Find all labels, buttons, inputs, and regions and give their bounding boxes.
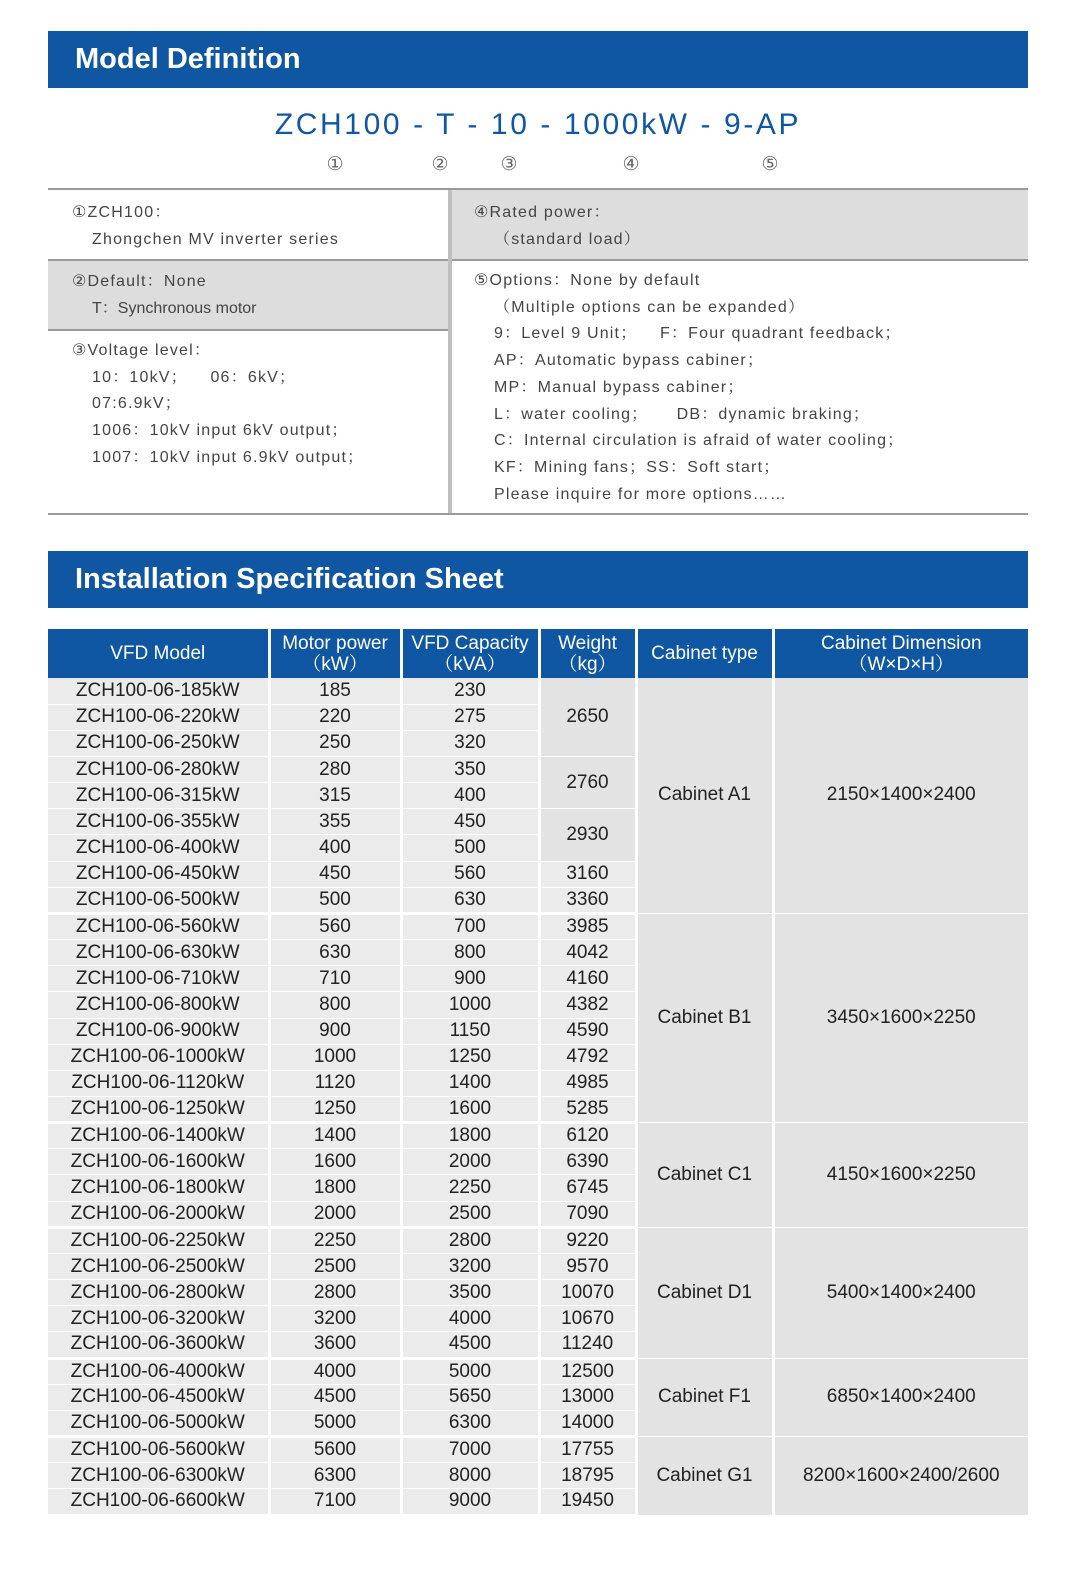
cell-cabinet-type: Cabinet B1 [636, 913, 773, 1122]
cell-weight: 4590 [539, 1018, 636, 1044]
cell-cabinet-type: Cabinet D1 [636, 1227, 773, 1358]
cell-vfd-capacity: 1150 [401, 1018, 539, 1044]
cell-weight: 4382 [539, 992, 636, 1018]
cell-model: ZCH100-06-220kW [48, 704, 269, 730]
cell-model: ZCH100-06-450kW [48, 861, 269, 887]
cell-vfd-capacity: 630 [401, 887, 539, 913]
cell-motor-power: 4500 [269, 1384, 401, 1410]
cell-weight: 9220 [539, 1227, 636, 1253]
cell-motor-power: 1600 [269, 1149, 401, 1175]
cell-motor-power: 2000 [269, 1201, 401, 1227]
cell-model: ZCH100-06-630kW [48, 940, 269, 966]
cell-vfd-capacity: 3200 [401, 1253, 539, 1279]
cell-cabinet-type: Cabinet F1 [636, 1358, 773, 1436]
cell-model: ZCH100-06-355kW [48, 809, 269, 835]
def-item-default: ②Default：None T：Synchronous motor [48, 261, 448, 329]
cell-vfd-capacity: 3500 [401, 1280, 539, 1306]
cell-motor-power: 400 [269, 835, 401, 861]
marker-3: ③ [500, 154, 518, 175]
def-item-options: ⑤Options：None by default （Multiple options can be expanded） 9：Level 9 Unit； F：Four quadrant feedback； AP：Automatic bypass cabiner； MP：Manual bypass cabiner； L：water cooling； DB：dynamic braking； C：Internal circulation is afraid of water cooling； KF：Mining fans；SS：Soft start； Please inquire for more options…… [474, 272, 905, 503]
cell-weight: 11240 [539, 1332, 636, 1358]
cell-weight: 2760 [539, 756, 636, 808]
header-cabinet-dimension: Cabinet Dimension （W×D×H） [773, 629, 1028, 678]
header-vfd-capacity: VFD Capacity （kVA） [401, 629, 539, 678]
cell-motor-power: 315 [269, 783, 401, 809]
cell-weight: 6390 [539, 1149, 636, 1175]
def-item-series: ①ZCH100： Zhongchen MV inverter series [72, 204, 340, 248]
cell-motor-power: 5600 [269, 1437, 401, 1463]
table-row [48, 678, 1028, 704]
cell-model: ZCH100-06-1250kW [48, 1097, 269, 1123]
cell-motor-power: 1250 [269, 1097, 401, 1123]
cell-model: ZCH100-06-710kW [48, 966, 269, 992]
cell-weight: 17755 [539, 1437, 636, 1463]
cell-motor-power: 2250 [269, 1227, 401, 1253]
cell-motor-power: 5000 [269, 1410, 401, 1436]
section-title: Model Definition [75, 43, 301, 75]
cell-weight: 6120 [539, 1123, 636, 1149]
cell-vfd-capacity: 5650 [401, 1384, 539, 1410]
table-row [48, 1358, 1028, 1384]
model-formula: ZCH100 - T - 10 - 1000kW - 9-AP [274, 108, 802, 141]
cell-motor-power: 630 [269, 940, 401, 966]
cell-motor-power: 560 [269, 913, 401, 939]
cell-model: ZCH100-06-3200kW [48, 1306, 269, 1332]
cell-model: ZCH100-06-3600kW [48, 1332, 269, 1358]
cell-vfd-capacity: 2500 [401, 1201, 539, 1227]
cell-vfd-capacity: 320 [401, 730, 539, 756]
cell-cabinet-dimension: 4150×1600×2250 [773, 1123, 1028, 1228]
cell-weight: 4160 [539, 966, 636, 992]
cell-model: ZCH100-06-1800kW [48, 1175, 269, 1201]
cell-vfd-capacity: 2000 [401, 1149, 539, 1175]
cell-weight: 5285 [539, 1097, 636, 1123]
table-header-row [48, 629, 1028, 678]
cell-cabinet-dimension: 8200×1600×2400/2600 [773, 1437, 1028, 1515]
cell-vfd-capacity: 1250 [401, 1044, 539, 1070]
cell-vfd-capacity: 560 [401, 861, 539, 887]
cell-weight: 10070 [539, 1280, 636, 1306]
marker-2: ② [431, 154, 449, 175]
cell-motor-power: 2800 [269, 1280, 401, 1306]
model-definition-banner [48, 31, 1028, 88]
cell-cabinet-dimension: 5400×1400×2400 [773, 1227, 1028, 1358]
cell-weight: 6745 [539, 1175, 636, 1201]
cell-motor-power: 250 [269, 730, 401, 756]
cell-vfd-capacity: 275 [401, 704, 539, 730]
cell-model: ZCH100-06-2000kW [48, 1201, 269, 1227]
cell-weight: 2930 [539, 809, 636, 861]
cell-model: ZCH100-06-250kW [48, 730, 269, 756]
cell-motor-power: 280 [269, 756, 401, 782]
cell-motor-power: 4000 [269, 1358, 401, 1384]
cell-vfd-capacity: 6300 [401, 1410, 539, 1436]
cell-vfd-capacity: 4000 [401, 1306, 539, 1332]
header-motor-power: Motor power （kW） [269, 629, 401, 678]
header-cabinet-type: Cabinet type [636, 629, 773, 678]
cell-motor-power: 900 [269, 1018, 401, 1044]
divider [452, 259, 1028, 261]
spec-table [48, 629, 1028, 1517]
cell-model: ZCH100-06-280kW [48, 756, 269, 782]
cell-cabinet-type: Cabinet G1 [636, 1437, 773, 1515]
cell-vfd-capacity: 2800 [401, 1227, 539, 1253]
cell-motor-power: 450 [269, 861, 401, 887]
cell-motor-power: 185 [269, 678, 401, 704]
cell-cabinet-dimension: 3450×1600×2250 [773, 913, 1028, 1122]
cell-model: ZCH100-06-5600kW [48, 1437, 269, 1463]
cell-model: ZCH100-06-500kW [48, 887, 269, 913]
def-item-rated-power: ④Rated power： （standard load） [452, 190, 1028, 259]
cell-vfd-capacity: 7000 [401, 1437, 539, 1463]
marker-1: ① [326, 154, 344, 175]
cell-motor-power: 3200 [269, 1306, 401, 1332]
cell-model: ZCH100-06-900kW [48, 1018, 269, 1044]
cell-motor-power: 500 [269, 887, 401, 913]
def-item-voltage: ③Voltage level： 10：10kV； 06：6kV； 07:6.9kV； 1006：10kV input 6kV output； 1007：10kV input 6.9kV output； [72, 342, 365, 466]
cell-model: ZCH100-06-560kW [48, 913, 269, 939]
cell-vfd-capacity: 1600 [401, 1097, 539, 1123]
cell-model: ZCH100-06-400kW [48, 835, 269, 861]
cell-model: ZCH100-06-1400kW [48, 1123, 269, 1149]
cell-vfd-capacity: 8000 [401, 1463, 539, 1489]
cell-model: ZCH100-06-315kW [48, 783, 269, 809]
cell-weight: 4985 [539, 1070, 636, 1096]
marker-4: ④ [622, 154, 640, 175]
cell-model: ZCH100-06-5000kW [48, 1410, 269, 1436]
cell-model: ZCH100-06-2500kW [48, 1253, 269, 1279]
cell-vfd-capacity: 700 [401, 913, 539, 939]
cell-vfd-capacity: 230 [401, 678, 539, 704]
cell-model: ZCH100-06-185kW [48, 678, 269, 704]
table-row [48, 913, 1028, 939]
cell-motor-power: 1120 [269, 1070, 401, 1096]
header-weight: Weight （kg） [539, 629, 636, 678]
cell-weight: 7090 [539, 1201, 636, 1227]
cell-model: ZCH100-06-4500kW [48, 1384, 269, 1410]
cell-weight: 3360 [539, 887, 636, 913]
table-row [48, 1123, 1028, 1149]
cell-vfd-capacity: 2250 [401, 1175, 539, 1201]
cell-motor-power: 800 [269, 992, 401, 1018]
cell-motor-power: 710 [269, 966, 401, 992]
cell-model: ZCH100-06-6300kW [48, 1463, 269, 1489]
cell-weight: 10670 [539, 1306, 636, 1332]
section-title: Installation Specification Sheet [75, 563, 504, 595]
cell-weight: 4042 [539, 940, 636, 966]
cell-motor-power: 2500 [269, 1253, 401, 1279]
table-row [48, 1227, 1028, 1253]
cell-motor-power: 1000 [269, 1044, 401, 1070]
cell-vfd-capacity: 4500 [401, 1332, 539, 1358]
cell-cabinet-type: Cabinet A1 [636, 678, 773, 913]
cell-vfd-capacity: 9000 [401, 1489, 539, 1515]
cell-model: ZCH100-06-6600kW [48, 1489, 269, 1515]
cell-model: ZCH100-06-1120kW [48, 1070, 269, 1096]
cell-vfd-capacity: 400 [401, 783, 539, 809]
cell-model: ZCH100-06-2800kW [48, 1280, 269, 1306]
cell-weight: 14000 [539, 1410, 636, 1436]
cell-model: ZCH100-06-800kW [48, 992, 269, 1018]
cell-weight: 4792 [539, 1044, 636, 1070]
cell-weight: 12500 [539, 1358, 636, 1384]
cell-weight: 13000 [539, 1384, 636, 1410]
cell-cabinet-dimension: 6850×1400×2400 [773, 1358, 1028, 1436]
cell-vfd-capacity: 350 [401, 756, 539, 782]
divider [48, 329, 448, 331]
cell-motor-power: 1400 [269, 1123, 401, 1149]
cell-weight: 3985 [539, 913, 636, 939]
cell-motor-power: 6300 [269, 1463, 401, 1489]
cell-motor-power: 7100 [269, 1489, 401, 1515]
cell-model: ZCH100-06-4000kW [48, 1358, 269, 1384]
cell-model: ZCH100-06-2250kW [48, 1227, 269, 1253]
cell-vfd-capacity: 900 [401, 966, 539, 992]
cell-vfd-capacity: 500 [401, 835, 539, 861]
table-row [48, 1437, 1028, 1463]
cell-weight: 18795 [539, 1463, 636, 1489]
cell-motor-power: 355 [269, 809, 401, 835]
cell-motor-power: 220 [269, 704, 401, 730]
installation-spec-banner [48, 551, 1028, 608]
cell-motor-power: 3600 [269, 1332, 401, 1358]
model-definition-table [48, 188, 1028, 515]
cell-vfd-capacity: 450 [401, 809, 539, 835]
cell-model: ZCH100-06-1000kW [48, 1044, 269, 1070]
cell-vfd-capacity: 800 [401, 940, 539, 966]
cell-model: ZCH100-06-1600kW [48, 1149, 269, 1175]
cell-vfd-capacity: 5000 [401, 1358, 539, 1384]
cell-cabinet-type: Cabinet C1 [636, 1123, 773, 1228]
cell-vfd-capacity: 1800 [401, 1123, 539, 1149]
cell-cabinet-dimension: 2150×1400×2400 [773, 678, 1028, 913]
cell-weight: 2650 [539, 678, 636, 756]
cell-weight: 9570 [539, 1253, 636, 1279]
cell-weight: 3160 [539, 861, 636, 887]
cell-weight: 19450 [539, 1489, 636, 1515]
marker-5: ⑤ [761, 154, 779, 175]
cell-motor-power: 1800 [269, 1175, 401, 1201]
cell-vfd-capacity: 1400 [401, 1070, 539, 1096]
header-model: VFD Model [48, 629, 269, 678]
cell-vfd-capacity: 1000 [401, 992, 539, 1018]
